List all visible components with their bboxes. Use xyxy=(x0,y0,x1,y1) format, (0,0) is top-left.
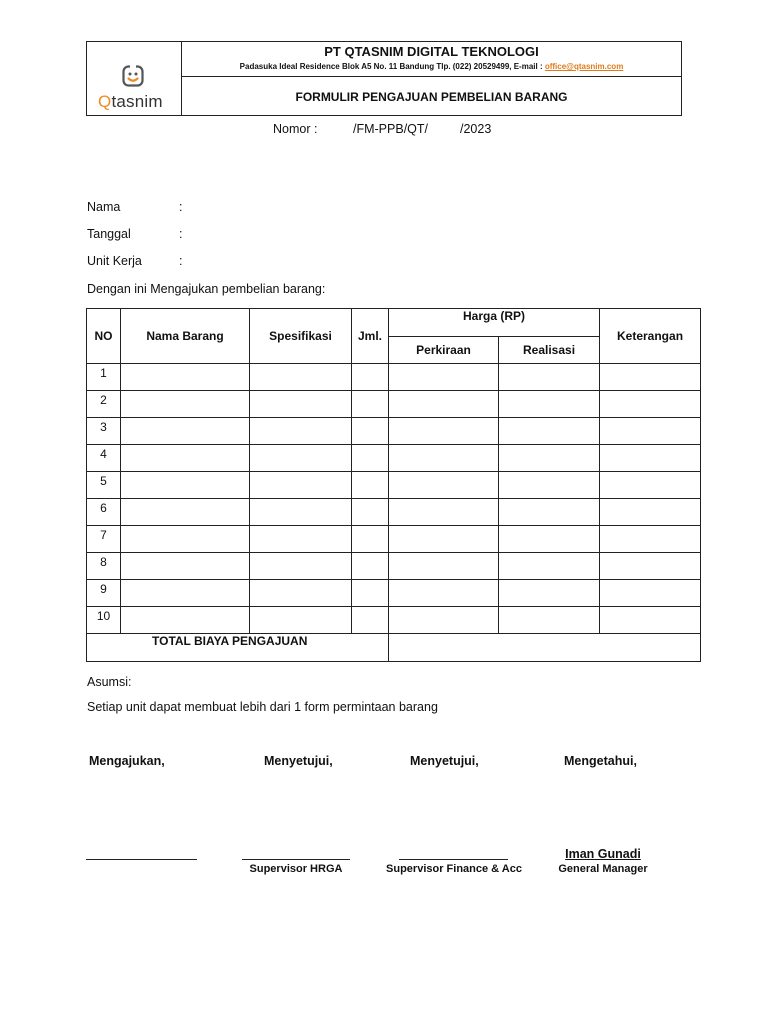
document-header xyxy=(86,41,682,116)
header-divider xyxy=(182,76,681,77)
realisasi-cell[interactable] xyxy=(499,499,600,526)
realisasi-cell[interactable] xyxy=(499,418,600,445)
field-nama-label: Nama xyxy=(87,200,121,214)
intro-text: Dengan ini Mengajukan pembelian barang: xyxy=(87,282,326,296)
jml-cell[interactable] xyxy=(352,526,389,553)
row-number: 3 xyxy=(87,418,121,445)
row-number: 7 xyxy=(87,526,121,553)
realisasi-cell[interactable] xyxy=(499,472,600,499)
field-unit-kerja-colon: : xyxy=(179,254,183,268)
realisasi-cell[interactable] xyxy=(499,607,600,634)
logo-wordmark: Qtasnim xyxy=(98,92,163,111)
spesifikasi-cell[interactable] xyxy=(250,607,352,634)
keterangan-cell[interactable] xyxy=(600,607,701,634)
field-tanggal-label: Tanggal xyxy=(87,227,131,241)
table-row xyxy=(87,607,701,634)
table-row xyxy=(87,553,701,580)
nama-barang-cell[interactable] xyxy=(121,364,250,391)
jml-cell[interactable] xyxy=(352,391,389,418)
total-value-cell[interactable] xyxy=(389,634,701,662)
keterangan-cell[interactable] xyxy=(600,472,701,499)
col-perkiraan-header: Perkiraan xyxy=(389,337,499,364)
table-row xyxy=(87,580,701,607)
row-number: 6 xyxy=(87,499,121,526)
row-number: 8 xyxy=(87,553,121,580)
table-row xyxy=(87,391,701,418)
nama-barang-cell[interactable] xyxy=(121,580,250,607)
col-no-header: NO xyxy=(87,309,121,364)
perkiraan-cell[interactable] xyxy=(389,580,499,607)
nomor-code: /FM-PPB/QT/ xyxy=(353,122,428,136)
col-nama-barang-header: Nama Barang xyxy=(121,309,250,364)
items-table xyxy=(86,308,701,662)
signature-line-finance xyxy=(399,859,508,860)
perkiraan-cell[interactable] xyxy=(389,418,499,445)
signature-heading-menyetujui-finance: Menyetujui, xyxy=(410,754,479,768)
total-row xyxy=(87,634,701,662)
table-row xyxy=(87,472,701,499)
row-number: 2 xyxy=(87,391,121,418)
nama-barang-cell[interactable] xyxy=(121,445,250,472)
nama-barang-cell[interactable] xyxy=(121,499,250,526)
perkiraan-cell[interactable] xyxy=(389,499,499,526)
nama-barang-cell[interactable] xyxy=(121,607,250,634)
perkiraan-cell[interactable] xyxy=(389,445,499,472)
row-number: 10 xyxy=(87,607,121,634)
table-row xyxy=(87,526,701,553)
total-label: TOTAL BIAYA PENGAJUAN xyxy=(87,634,389,662)
nomor-year: /2023 xyxy=(460,122,492,136)
jml-cell[interactable] xyxy=(352,418,389,445)
perkiraan-cell[interactable] xyxy=(389,391,499,418)
keterangan-cell[interactable] xyxy=(600,499,701,526)
col-keterangan-header: Keterangan xyxy=(600,309,701,364)
row-number: 4 xyxy=(87,445,121,472)
spesifikasi-cell[interactable] xyxy=(250,526,352,553)
jml-cell[interactable] xyxy=(352,472,389,499)
spesifikasi-cell[interactable] xyxy=(250,391,352,418)
row-number: 9 xyxy=(87,580,121,607)
keterangan-cell[interactable] xyxy=(600,364,701,391)
field-unit-kerja-label: Unit Kerja xyxy=(87,254,142,268)
realisasi-cell[interactable] xyxy=(499,526,600,553)
spesifikasi-cell[interactable] xyxy=(250,418,352,445)
spesifikasi-cell[interactable] xyxy=(250,553,352,580)
form-title: FORMULIR PENGAJUAN PEMBELIAN BARANG xyxy=(295,90,568,104)
field-nama-colon: : xyxy=(179,200,183,214)
signature-role-general-manager: General Manager xyxy=(558,863,648,875)
field-tanggal-colon: : xyxy=(179,227,183,241)
realisasi-cell[interactable] xyxy=(499,580,600,607)
asumsi-label: Asumsi: xyxy=(87,675,132,689)
keterangan-cell[interactable] xyxy=(600,391,701,418)
col-realisasi-header: Realisasi xyxy=(499,337,600,364)
spesifikasi-cell[interactable] xyxy=(250,445,352,472)
perkiraan-cell[interactable] xyxy=(389,553,499,580)
spesifikasi-cell[interactable] xyxy=(250,580,352,607)
nama-barang-cell[interactable] xyxy=(121,553,250,580)
jml-cell[interactable] xyxy=(352,580,389,607)
table-header-row xyxy=(87,309,701,337)
asumsi-note: Setiap unit dapat membuat lebih dari 1 form permintaan barang xyxy=(87,700,438,714)
col-harga-header: Harga (RP) xyxy=(389,309,600,337)
row-number: 5 xyxy=(87,472,121,499)
header-info xyxy=(182,42,681,115)
signature-line-mengajukan xyxy=(86,859,197,860)
realisasi-cell[interactable] xyxy=(499,364,600,391)
keterangan-cell[interactable] xyxy=(600,445,701,472)
company-name: PT QTASNIM DIGITAL TEKNOLOGI xyxy=(324,44,539,59)
table-row xyxy=(87,499,701,526)
keterangan-cell[interactable] xyxy=(600,526,701,553)
perkiraan-cell[interactable] xyxy=(389,526,499,553)
signature-role-finance: Supervisor Finance & Acc xyxy=(386,863,522,875)
jml-cell[interactable] xyxy=(352,499,389,526)
nomor-label: Nomor : xyxy=(273,122,318,136)
logo-cell xyxy=(87,42,182,115)
jml-cell[interactable] xyxy=(352,607,389,634)
keterangan-cell[interactable] xyxy=(600,580,701,607)
signature-heading-mengetahui: Mengetahui, xyxy=(564,754,637,768)
table-row xyxy=(87,445,701,472)
keterangan-cell[interactable] xyxy=(600,553,701,580)
signature-heading-menyetujui-hrga: Menyetujui, xyxy=(264,754,333,768)
nama-barang-cell[interactable] xyxy=(121,526,250,553)
col-jml-header: Jml. xyxy=(352,309,389,364)
signature-heading-mengajukan: Mengajukan, xyxy=(89,754,165,768)
nama-barang-cell[interactable] xyxy=(121,418,250,445)
realisasi-cell[interactable] xyxy=(499,391,600,418)
realisasi-cell[interactable] xyxy=(499,445,600,472)
signature-line-hrga xyxy=(242,859,350,860)
nama-barang-cell[interactable] xyxy=(121,391,250,418)
row-number: 1 xyxy=(87,364,121,391)
perkiraan-cell[interactable] xyxy=(389,364,499,391)
keterangan-cell[interactable] xyxy=(600,418,701,445)
nama-barang-cell[interactable] xyxy=(121,472,250,499)
company-address: Padasuka Ideal Residence Blok A5 No. 11 Bandung Tlp. (022) 20529499, E-mail : office@qtasnim.com xyxy=(239,62,624,71)
spesifikasi-cell[interactable] xyxy=(250,472,352,499)
perkiraan-cell[interactable] xyxy=(389,607,499,634)
perkiraan-cell[interactable] xyxy=(389,472,499,499)
jml-cell[interactable] xyxy=(352,364,389,391)
signature-name-general-manager: Iman Gunadi xyxy=(565,847,641,861)
table-row xyxy=(87,364,701,391)
col-spesifikasi-header: Spesifikasi xyxy=(250,309,352,364)
jml-cell[interactable] xyxy=(352,553,389,580)
signature-role-hrga: Supervisor HRGA xyxy=(249,863,343,875)
realisasi-cell[interactable] xyxy=(499,553,600,580)
table-row xyxy=(87,418,701,445)
email-link[interactable]: office@qtasnim.com xyxy=(544,62,624,71)
spesifikasi-cell[interactable] xyxy=(250,499,352,526)
spesifikasi-cell[interactable] xyxy=(250,364,352,391)
jml-cell[interactable] xyxy=(352,445,389,472)
smiley-logo-icon xyxy=(121,64,145,88)
